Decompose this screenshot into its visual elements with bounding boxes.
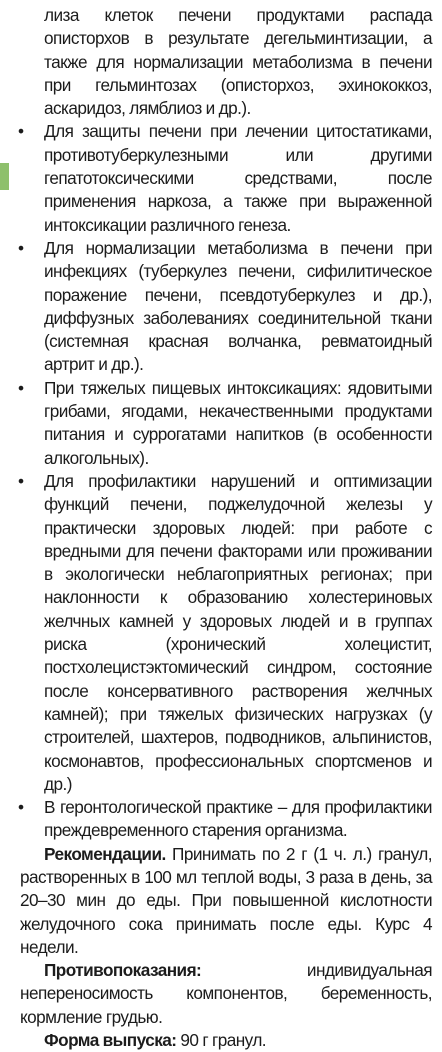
contraindications-label: Противопоказания: xyxy=(44,960,202,981)
bullet-icon: • xyxy=(18,470,24,491)
bullet-icon: • xyxy=(18,121,24,142)
recommendations-paragraph xyxy=(20,843,432,959)
list-item xyxy=(18,796,432,843)
recommendations-label: Рекомендации. xyxy=(44,843,166,864)
list-item-text: При тяжелых пищевых интоксикациях: ядовитыми грибами, ягодами, некачественными продуктами питания и суррогатами напитков (в особенности алкогольных). xyxy=(44,377,432,468)
contraindications-text: индивидуальная непереносимость компонентов, беременность, кормление грудью. xyxy=(20,960,432,1027)
bullet-icon: • xyxy=(18,797,24,818)
bullet-icon: • xyxy=(18,377,24,398)
recommendations-text: Принимать по 2 г (1 ч. л.) гранул, растворенных в 100 мл теплой воды, 3 раза в день, за 20–30 мин до еды. При повышенной кислотности желудочного сока принимать после еды. Курс 4 недели. xyxy=(20,843,432,957)
list-item xyxy=(18,470,432,796)
release-form-label: Форма выпуска: xyxy=(44,1030,177,1051)
list-item-text: Для защиты печени при лечении цитостатиками, противотуберкулезными или другими гепатотоксическими средствами, после применения наркоза, а также при выраженной интоксикации различного генеза. xyxy=(44,121,432,235)
list-item-text: В геронтологической практике – для профилактики преждевременного старения организма. xyxy=(44,797,432,841)
list-item xyxy=(18,120,432,236)
document-page xyxy=(0,4,442,1052)
list-item-text: Для профилактики нарушений и оптимизации функций печени, поджелудочной железы у практически здоровых людей: при работе с вредными для печени факторами или проживании в экологически неблагоприятных регионах; при наклонности к образованию холестериновых желчных камней у здоровых людей и в группах риска (хронический холецистит, постхолецистэктомический синдром, состояние после консервативного растворения желчных камней); при тяжелых физических нагрузках (у строителей, шахтеров, подводников, альпинистов, космонавтов, профессиональных спортсменов и др.) xyxy=(44,470,432,794)
list-item xyxy=(18,377,432,470)
release-form-text: 90 г гранул. xyxy=(176,1030,267,1051)
release-form-paragraph xyxy=(20,1029,432,1052)
contraindications-paragraph xyxy=(20,959,432,1029)
bullet-icon: • xyxy=(18,237,24,258)
list-item xyxy=(18,237,432,377)
continued-paragraph: лиза клеток печени продуктами распада описторхов в результате дегельминтизации, а также для нормализации метаболизма в печени при гельминтозах (описторхоз, эхинококкоз, аскаридоз, лямблиоз и др.). xyxy=(44,5,432,119)
indications-list xyxy=(0,120,442,842)
list-item-text: Для нормализации метаболизма в печени при инфекциях (туберкулез печени, сифилитическое поражение печени, псевдотуберкулез и др.), диффузных заболеваниях соединительной ткани (системная красная волчанка, ревматоидный артрит и др.). xyxy=(44,237,432,375)
